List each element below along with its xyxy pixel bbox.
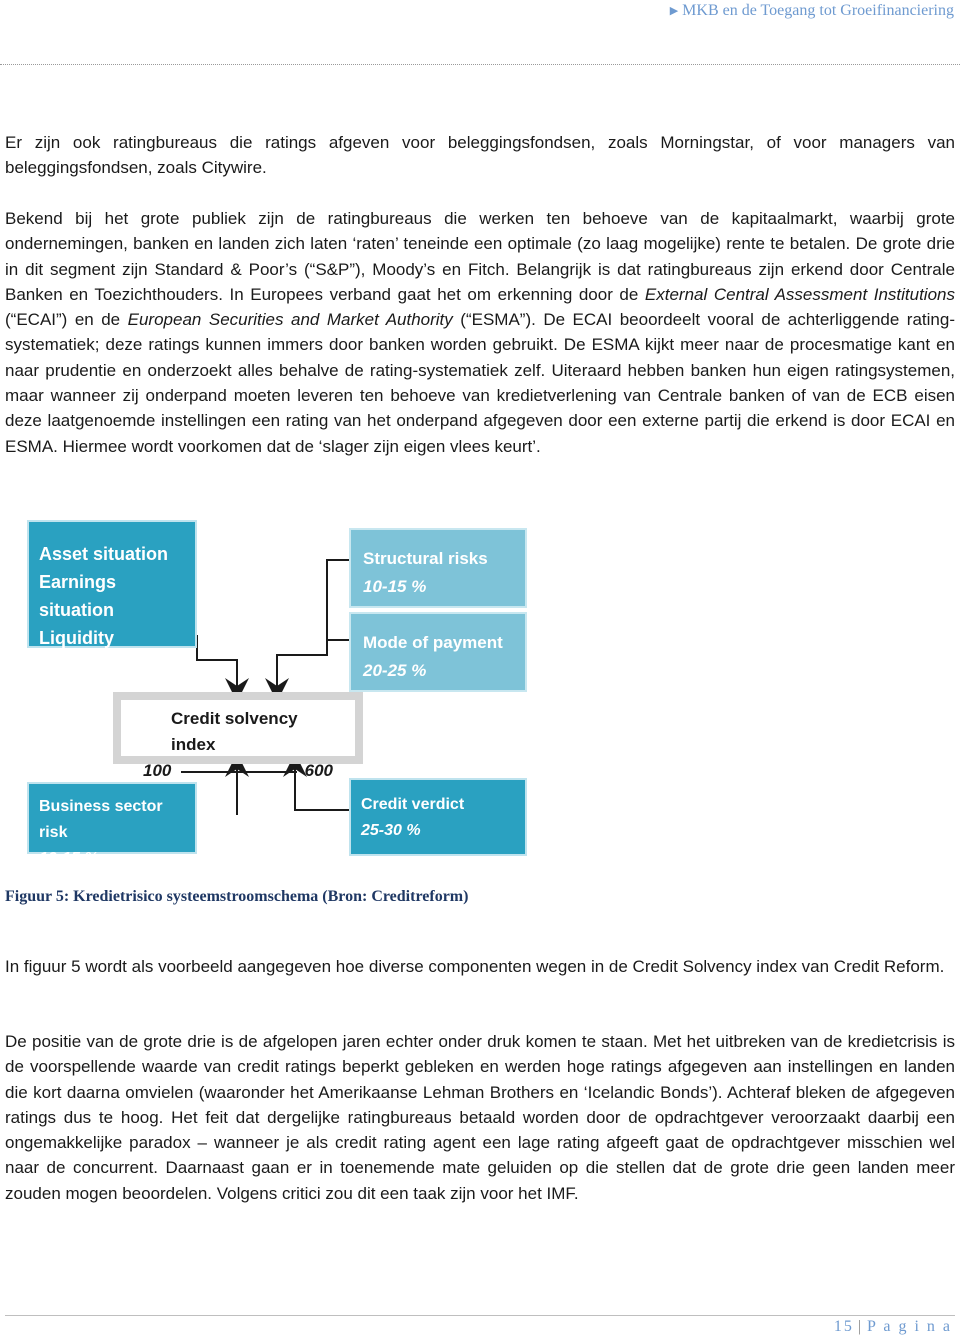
business-sector-risk-box [27, 782, 197, 867]
ecai-term: External Central Assessment Institutions [644, 284, 955, 304]
figure-caption: Figuur 5: Kredietrisico systeemstroomschema (Bron: Creditreform) [5, 888, 469, 905]
paragraph-rating-agencies-part2: De grote drie in dit segment zijn Standard & Poor’s (“S&P”), Moody’s en Fitch. Belangrijk is dat ratingbureaus zijn erkend door Centrale Banken en Toezichthouders. In Europees verband gaat het om erkenning door de [5, 234, 955, 304]
asset-label: Asset situation [39, 544, 169, 564]
page-number: 15 [833, 1318, 854, 1335]
structural-label: Structural risks [363, 549, 488, 568]
paragraph-funds-text: Er zijn ook ratingbureaus die ratings afgeven voor beleggingsfondsen, zoals Morningstar, of voor managers van beleggingsfondsen, zoals Citywire. [5, 133, 955, 178]
paragraph-figure-ref-text: In figuur 5 wordt als voorbeeld aangegeven hoe diverse componenten wegen in de Credit Solvency index van Credit Reform. [5, 957, 945, 976]
asset-situation-box [27, 520, 197, 674]
credit-verdict-box [349, 778, 527, 856]
mode-of-payment-box [349, 612, 527, 692]
arrow-structural [277, 560, 349, 690]
header-divider [0, 64, 960, 65]
index-label: Credit solvency index [171, 709, 298, 754]
paragraph-rating-agencies-part4: (“ESMA”). De ECAI beoordeelt vooral de achterliggende rating-systematiek; deze ratings kunnen immers door banken worden gebruikt. De ESMA kijkt meer naar de procesmatige kant en naar prudentie en onderzoekt alles behalve de rating-systematiek zelf. Uiteraard hebben banken hun eigen ratingsystemen, maar wanneer zij onderpand moeten leveren ten behoeve van kredietverlening van Centrale banken of van de ECB eisen deze laatgenoemde instellingen een rating van het onderpand afgegeven door een externe partij die erkend is door ECAI en ESMA. Hiermee wordt voorkomen dat de ‘slager zijn eigen vlees keurt’. [5, 310, 955, 456]
arrow-asset [197, 635, 237, 690]
page-label: P a g i n a [867, 1318, 952, 1335]
structural-risks-box [349, 528, 527, 608]
paragraph-big-three [5, 1029, 955, 1206]
index-max: 600 [304, 761, 333, 780]
running-header [670, 0, 954, 22]
verdict-label: Credit verdict [361, 796, 465, 813]
paragraph-big-three-text: De positie van de grote drie is de afgelopen jaren echter onder druk komen te staan. Met het uitbreken van de kredietcrisis is de voorspellende waarde van credit ratings beperkt gebleken en werden hoge ratings afgegeven aan instellingen en landen die kort daarna omvielen (waaronder het Amerikaanse Lehman Brothers en ‘Icelandic Bonds’). Achteraf bleken de afgegeven ratings dus te hoog. Het feit dat dergelijke ratingbureaus betaald worden door de opdrachtgever veroorzaakt daarbij een ongemakkelijke paradox – wanneer je als credit rating agent een lage rating afgeeft gaat de opdrachtgever misschien wel naar de concurrent. Daarnaast gaan er in toenemende mate geluiden op die stellen dat de grote drie geen landen meer zouden mogen beoordelen. Volgens critici zou dit een taak zijn voor het IMF. [5, 1032, 955, 1203]
asset-weight: ap. 25 % [39, 657, 104, 674]
index-scale-line [181, 771, 297, 773]
footer-divider [5, 1315, 955, 1316]
index-scale [131, 758, 345, 784]
structural-weight: 10-15 % [363, 577, 427, 596]
credit-solvency-index-box [113, 692, 363, 780]
earnings-label: Earnings situation [39, 572, 117, 620]
payment-label: Mode of payment [363, 633, 503, 652]
esma-term: European Securities and Market Authority [127, 310, 453, 330]
header-title: MKB en de Toegang tot Groeifinanciering [682, 2, 954, 19]
triangle-bullet-icon: ▶ [669, 5, 679, 17]
paragraph-rating-agencies [5, 206, 955, 459]
footer-separator: | [857, 1318, 864, 1335]
paragraph-rating-agencies-part3: (“ECAI”) en de [5, 310, 128, 330]
business-label: Business sector risk [39, 798, 163, 841]
paragraph-figure-ref [5, 954, 955, 979]
credit-solvency-diagram [27, 520, 527, 865]
paragraph-funds [5, 130, 955, 181]
payment-weight: 20-25 % [363, 661, 427, 680]
business-weight: 10-15 % [39, 850, 99, 867]
verdict-weight: 25-30 % [361, 822, 421, 839]
page-footer [834, 1318, 952, 1336]
paragraph-rating-agencies-part1: Bekend bij het grote publiek zijn de ratingbureaus die werken ten behoeve van de kapitaalmarkt, waarbij grote ondernemingen, banken en landen zich laten ‘raten’ teneinde een optimale (zo laag mogelijke) rente te betalen. [5, 209, 955, 254]
liquidity-label: Liquidity [39, 628, 114, 648]
index-min: 100 [143, 761, 172, 780]
